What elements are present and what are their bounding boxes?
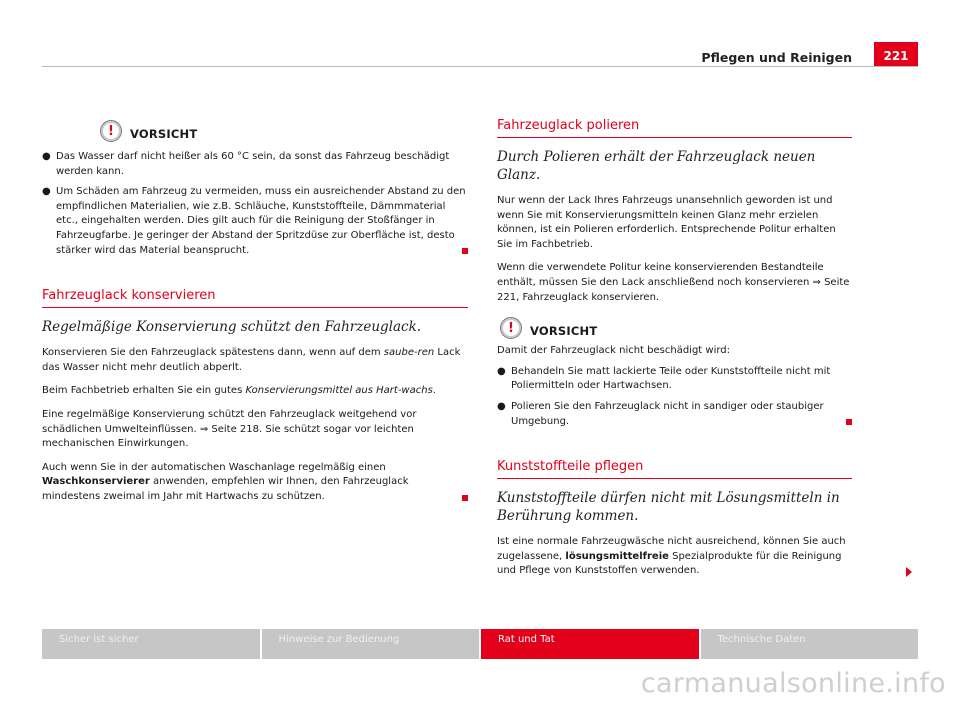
exclamation-icon: ! — [500, 317, 522, 339]
left-column — [42, 118, 468, 505]
end-of-section-icon — [462, 495, 468, 501]
paragraph — [42, 461, 468, 505]
warning-title: VORSICHT — [130, 127, 198, 141]
text: anwenden, empfehlen wir Ihnen, den Fahrzeuglack mindestens zweimal im Jahr mit Hartwachs zu schützen. — [42, 476, 409, 502]
text: Ist eine normale Fahrzeugwäsche nicht ausreichend, können Sie auch zugelassene, — [497, 536, 846, 562]
header-title: Pflegen und Reinigen — [701, 50, 852, 65]
text: . — [432, 385, 436, 397]
end-of-section-icon — [462, 248, 468, 254]
section-kunststoffteile — [497, 459, 852, 579]
section-title: Fahrzeuglack polieren — [497, 118, 852, 138]
tab-rat-und-tat[interactable]: Rat und Tat — [481, 629, 699, 659]
section-polieren — [497, 118, 852, 305]
bullet-dot-icon: ● — [497, 400, 506, 412]
section-title: Kunststoffteile pflegen — [497, 459, 852, 479]
header-rule — [42, 66, 918, 67]
text: Beim Fachbetrieb erhalten Sie ein gutes — [42, 385, 246, 397]
bold-term: Waschkonservierer — [42, 476, 150, 488]
text: Konservieren Sie den Fahrzeuglack spätestens dann, wenn auf dem — [42, 347, 384, 359]
text: Lack das Wasser nicht mehr deutlich abperlt. — [42, 347, 461, 373]
tab-technische-daten[interactable]: Technische Daten — [701, 629, 919, 659]
warning-bullet — [42, 150, 468, 179]
emphasis: Konservierungsmittel aus Hart-wachs — [245, 385, 433, 397]
continued-arrow-icon — [906, 567, 912, 577]
tab-sicher-ist-sicher[interactable]: Sicher ist sicher — [42, 629, 260, 659]
warning-title: VORSICHT — [530, 324, 598, 339]
warning-bullet — [42, 185, 468, 258]
exclamation-icon: ! — [100, 120, 122, 142]
warning-bullet — [497, 365, 852, 394]
page-number: 221 — [874, 42, 918, 67]
page-header — [0, 0, 960, 70]
bullet-dot-icon: ● — [497, 365, 506, 377]
warning-box — [42, 118, 468, 258]
paragraph: Wenn die verwendete Politur keine konservierenden Bestandteile enthält, müssen Sie den Lack anschließend noch konservieren ⇒ Seite 221, Fahrzeuglack konservieren. — [497, 262, 850, 303]
right-column — [497, 118, 852, 579]
paragraph — [42, 384, 468, 399]
watermark: carmanualsonline.info — [640, 668, 946, 699]
warning-header — [497, 315, 852, 341]
paragraph — [42, 346, 468, 375]
warning-bullet-text: Das Wasser darf nicht heißer als 60 °C sein, da sonst das Fahrzeug beschädigt werden kann. — [56, 151, 450, 177]
section-konservieren — [42, 288, 468, 504]
section-title: Fahrzeuglack konservieren — [42, 288, 468, 308]
text: Auch wenn Sie in der automatischen Waschanlage regelmäßig einen — [42, 461, 386, 473]
paragraph — [497, 535, 852, 579]
bullet-dot-icon: ● — [42, 186, 51, 198]
paragraph: Nur wenn der Lack Ihres Fahrzeugs unansehnlich geworden ist und wenn Sie mit Konservierungsmitteln keinen Glanz mehr erzielen können, ist ein Polieren erforderlich. Entsprechende Politur erhalten Sie im Fachbetrieb. — [497, 195, 836, 250]
tab-hinweise-zur-bedienung[interactable]: Hinweise zur Bedienung — [262, 629, 480, 659]
section-lead: Kunststoffteile dürfen nicht mit Lösungsmitteln in Berührung kommen. — [497, 490, 840, 525]
warning-bullet-text: Um Schäden am Fahrzeug zu vermeiden, muss ein ausreichender Abstand zu den empfindlichen Materialien, wie z.B. Schläuche, Kunststoffteile, Dämmmaterial etc., eingehalten werden. Dies gilt auch für die Reinigung der Stoßfänger in Fahrzeugfarbe. Je geringer der Abstand der Spritzdüse zur Oberfläche ist, desto stärker wird das Material beansprucht. — [56, 186, 466, 256]
end-of-section-icon — [846, 419, 852, 425]
section-lead: Regelmäßige Konservierung schützt den Fahrzeuglack. — [42, 319, 422, 336]
warning-bullet-text: Behandeln Sie matt lackierte Teile oder Kunststoffteile nicht mit Poliermitteln oder Hartwachsen. — [511, 365, 831, 392]
warning-bullet-text: Polieren Sie den Fahrzeuglack nicht in sandiger oder staubiger Umgebung. — [511, 400, 824, 427]
paragraph: Eine regelmäßige Konservierung schützt den Fahrzeuglack weitgehend vor schädlichen Umwelteinflüssen. ⇒ Seite 218. Sie schützt sogar vor leichten mechanischen Einwirkungen. — [42, 408, 417, 450]
warning-bullet — [497, 400, 852, 429]
footer-nav — [42, 629, 918, 659]
bold-term: lösungsmittelfreie — [565, 550, 669, 562]
emphasis: saube-ren — [383, 347, 435, 359]
warning-intro: Damit der Fahrzeuglack nicht beschädigt wird: — [497, 345, 731, 357]
bullet-dot-icon: ● — [42, 151, 51, 162]
warning-box — [497, 315, 852, 429]
section-lead: Durch Polieren erhält der Fahrzeuglack neuen Glanz. — [497, 149, 816, 183]
text: Spezialprodukte für die Reinigung und Pflege von Kunststoffen verwenden. — [497, 550, 842, 577]
warning-header — [42, 118, 468, 144]
